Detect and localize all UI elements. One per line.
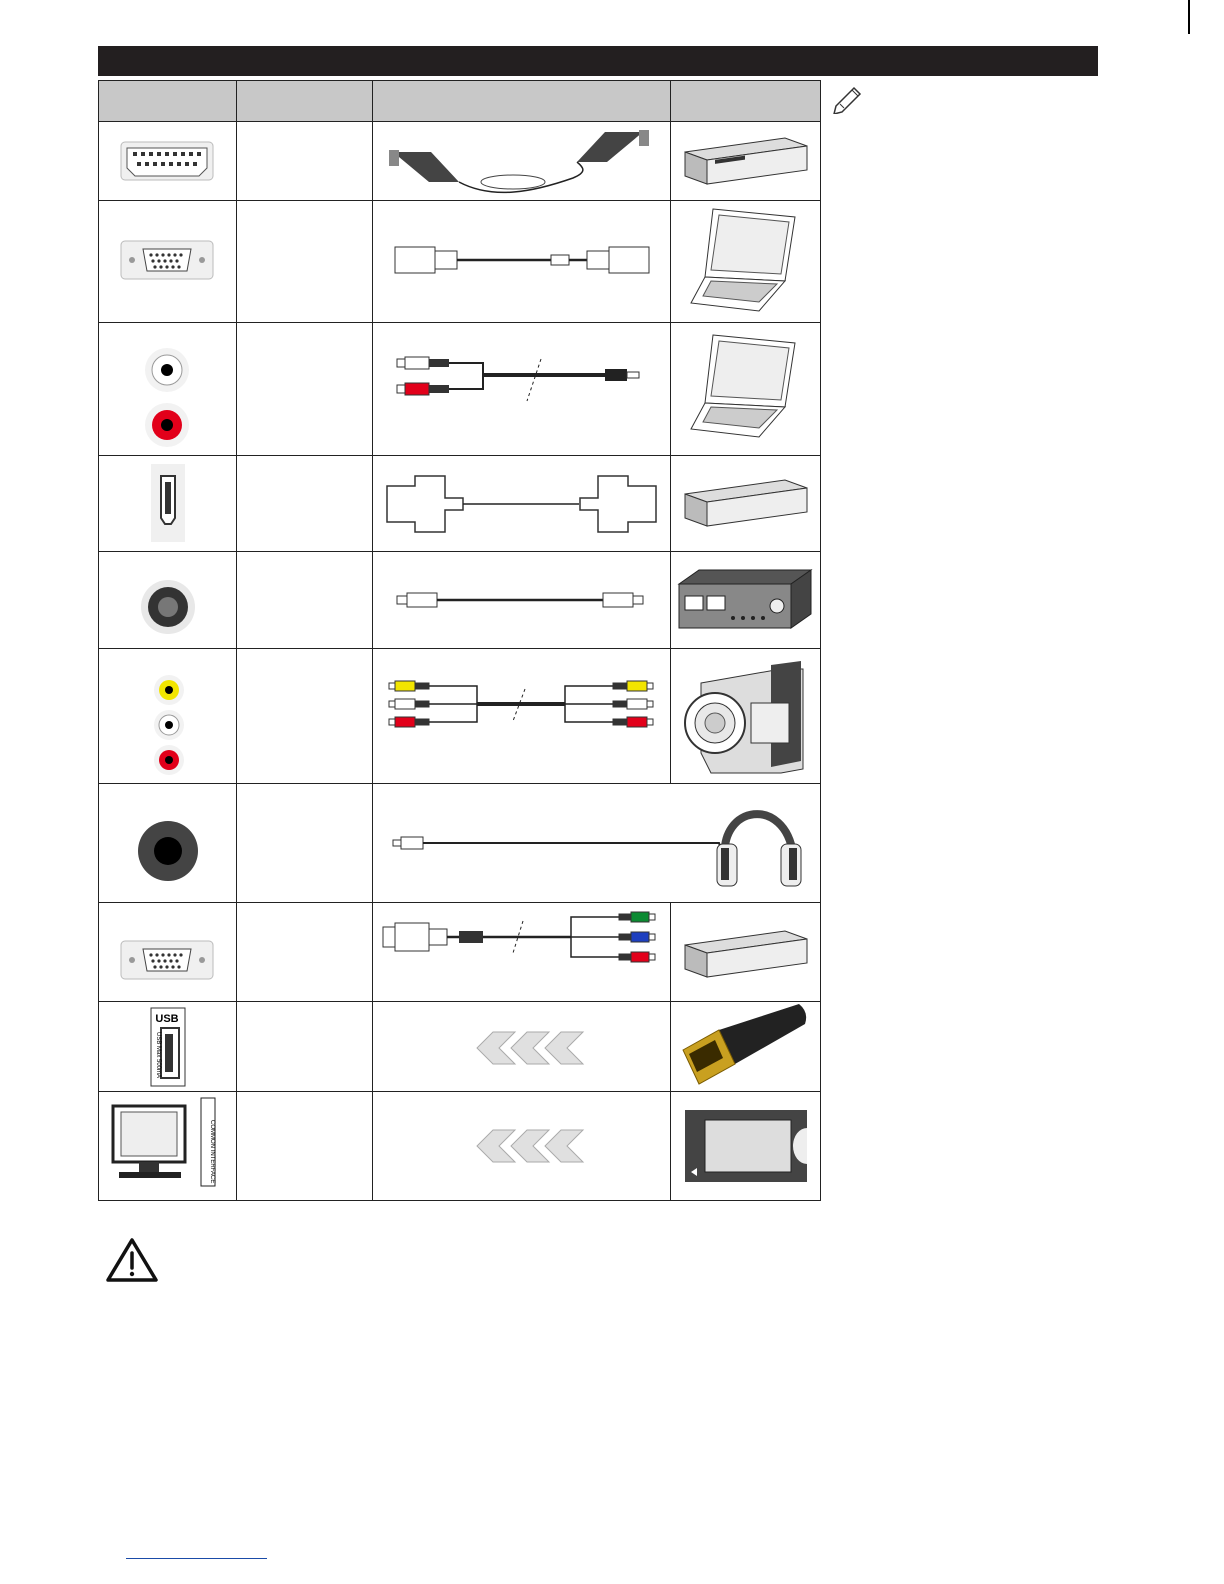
row-scart-port: [98, 121, 237, 201]
row-usb-port: [98, 1001, 237, 1092]
row-av-type: [236, 648, 373, 784]
note-pencil-icon: [826, 80, 874, 114]
row-vga-type: [236, 200, 373, 323]
row-vga-port: [98, 200, 237, 323]
row-hdmi-cable: [372, 455, 671, 552]
vga-port-icon: [99, 201, 236, 322]
composite-av-cable-icon: [373, 649, 670, 783]
composite-av-port-icon: [99, 649, 236, 783]
headphone-jack-port-icon: [99, 784, 236, 902]
row-ypbpr-type: [236, 902, 373, 1002]
usb-port-icon: [99, 1002, 236, 1091]
row-hdmi-port: [98, 455, 237, 552]
headphone-cable-icon: [373, 784, 820, 902]
row-usb-device: [670, 1001, 821, 1092]
row-headphone-type: [236, 783, 373, 903]
vga-to-component-cable-icon: [373, 903, 670, 1001]
header-connector: [98, 80, 237, 122]
row-av-port: [98, 648, 237, 784]
hdmi-cable-icon: [373, 456, 670, 551]
header-cable: [372, 80, 671, 122]
dvd-player-icon: [671, 456, 820, 551]
ci-module-card-icon: [671, 1092, 820, 1200]
row-ypbpr-cable: [372, 902, 671, 1002]
row-ci-port: [98, 1091, 237, 1201]
vga-port-icon: [99, 903, 236, 1001]
row-ci-device: [670, 1091, 821, 1201]
row-av-device: [670, 648, 821, 784]
row-usb-type: [236, 1001, 373, 1092]
header-type: [236, 80, 373, 122]
row-pcaudio-port: [98, 322, 237, 456]
laptop-icon: [671, 201, 820, 322]
vga-cable-icon: [373, 201, 670, 322]
usb-flash-drive-icon: [671, 1002, 820, 1091]
row-pcaudio-device: [670, 322, 821, 456]
ci-slot-label: COMMON INTERFACE: [209, 1120, 215, 1184]
row-scart-cable: [372, 121, 671, 201]
row-pcaudio-type: [236, 322, 373, 456]
usb-port-sublabel: USB Max 500mA: [155, 1032, 161, 1079]
coaxial-port-icon: [99, 552, 236, 648]
row-spdif-cable: [372, 551, 671, 649]
camcorder-icon: [671, 649, 820, 783]
row-scart-type: [236, 121, 373, 201]
row-scart-device: [670, 121, 821, 201]
row-vga-cable: [372, 200, 671, 323]
dvd-player-icon: [671, 122, 820, 200]
warning-triangle-icon: [104, 1236, 160, 1286]
row-spdif-device: [670, 551, 821, 649]
row-spdif-type: [236, 551, 373, 649]
coaxial-cable-icon: [373, 552, 670, 648]
section-banner: [98, 46, 1098, 76]
row-av-cable: [372, 648, 671, 784]
amplifier-icon: [671, 552, 820, 648]
insert-arrows-icon: [373, 1002, 670, 1091]
usb-port-label: USB: [155, 1013, 179, 1025]
row-ci-cable: [372, 1091, 671, 1201]
insert-arrows-icon: [373, 1092, 670, 1200]
dvd-player-icon: [671, 903, 820, 1001]
row-ypbpr-port: [98, 902, 237, 1002]
row-usb-cable: [372, 1001, 671, 1092]
footer-link-underline: [126, 1558, 267, 1559]
row-pcaudio-cable: [372, 322, 671, 456]
tv-back-ci-slot-icon: [99, 1092, 236, 1200]
scart-cable-icon: [373, 122, 670, 200]
row-ypbpr-device: [670, 902, 821, 1002]
hdmi-port-icon: [99, 456, 236, 551]
row-headphone-cable: [372, 783, 821, 903]
scart-port-icon: [99, 122, 236, 200]
row-headphone-port: [98, 783, 237, 903]
laptop-icon: [671, 323, 820, 455]
row-hdmi-type: [236, 455, 373, 552]
connections-table: [98, 80, 821, 1201]
row-vga-device: [670, 200, 821, 323]
rca-to-jack-cable-icon: [373, 323, 670, 455]
header-device: [670, 80, 821, 122]
row-hdmi-device: [670, 455, 821, 552]
row-spdif-port: [98, 551, 237, 649]
rca-audio-port-icon: [99, 323, 236, 455]
top-rule: [1188, 0, 1190, 34]
row-ci-type: [236, 1091, 373, 1201]
